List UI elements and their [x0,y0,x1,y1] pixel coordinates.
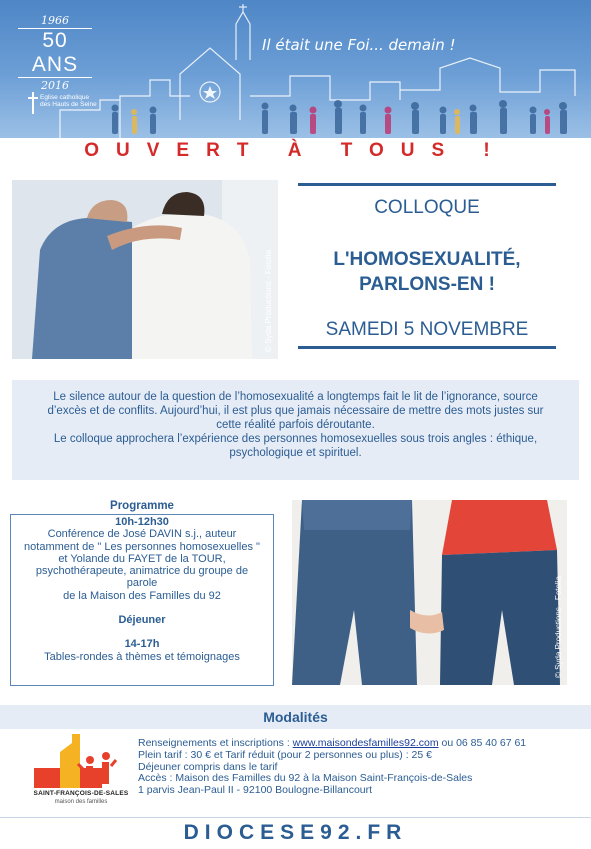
lunch-label: Déjeuner [118,614,166,627]
event-title [298,247,556,297]
holding-hands-illustration [292,500,567,685]
photo-credit-2: © Syda Productions - Fotolia [554,576,563,678]
info-phone: ou 06 85 40 67 61 [438,737,527,749]
practical-info [138,738,578,797]
header-banner [0,0,591,138]
programme-line: notamment de " Les personnes homosexuelles " [24,540,260,553]
sfs-logo-name: SAINT-FRANÇOIS-DE-SALES [33,790,129,797]
afternoon-activity: Tables-rondes à thèmes et témoignages [44,650,240,663]
intro-paragraph-1: Le silence autour de la question de l’homosexualité a longtemps fait le lit de l’ignorance, source d’excès et de conflits. Aujourd’hui, il est plus que jamais nécessaire de mettre des mots justes sur cette réalité parfois déroutante. [47,391,544,431]
sfs-logo-subtitle: maison des familles [54,799,108,805]
open-to-all-banner: OUVERT À TOUS ! [84,140,507,161]
programme-line: de la Maison des Familles du 92 [63,589,221,602]
morning-time: 10h-12h30 [115,516,169,528]
event-title-line-2: PARLONS-EN ! [359,274,495,295]
footer-divider [0,817,591,818]
programme-line: et Yolande du FAYET de la TOUR, [58,552,226,565]
anniversary-badge [18,14,92,92]
cross-icon [28,92,38,114]
tagline: Il était une Foi... demain ! [262,36,456,54]
website-link[interactable]: www.maisondesfamilles92.com [292,737,439,749]
afternoon-time: 14-17h [124,638,160,651]
programme-line: psychothérapeute, animatrice du groupe de [35,565,249,578]
year-end: 2016 [41,79,69,92]
spacer [18,626,266,638]
spacer [18,602,266,614]
diocese-name: Eglise catholique des Hauts de Seine [40,94,97,108]
programme-section [10,500,274,686]
couple-hug-illustration [12,180,278,359]
info-tarif: Plein tarif : 30 € et Tarif réduit (pour 2 personnes ou plus) : 25 € [138,748,432,761]
modalites-heading: Modalités [0,705,591,729]
event-title-block [298,183,556,349]
photo-credit-1: © Syda Productions - Fotolia [264,250,273,352]
programme-line: Conférence de José DAVIN s.j., auteur [47,528,237,541]
year-start: 1966 [41,14,69,27]
event-date: SAMEDI 5 NOVEMBRE [325,319,529,340]
event-type: COLLOQUE [374,197,480,218]
programme-content [18,516,266,663]
divider-bottom [298,346,556,349]
programme-line: parole [126,577,158,590]
info-acces: Accès : Maison des Familles du 92 à la Maison Saint-François-de-Sales [138,772,473,785]
info-prefix: Renseignements et inscriptions : [138,737,293,749]
couple-hug-photo [12,180,278,359]
info-dejeuner: Déjeuner compris dans le tarif [138,760,278,773]
info-adresse: 1 parvis Jean-Paul II - 92100 Boulogne-Billancourt [138,784,373,797]
footer-site[interactable]: DIOCESE92.FR [183,821,408,844]
holding-hands-photo [292,500,567,685]
divider-top [298,183,556,186]
programme-heading: Programme [110,500,174,512]
event-title-line-1: L'HOMOSEXUALITÉ, [333,249,521,270]
anniversary-label: 50 ANS [18,28,92,78]
intro-paragraph-2: Le colloque approchera l’expérience des personnes homosexuelles sous trois angles : éthique, psychologique et spirituel. [53,433,538,459]
intro-panel [12,380,579,480]
